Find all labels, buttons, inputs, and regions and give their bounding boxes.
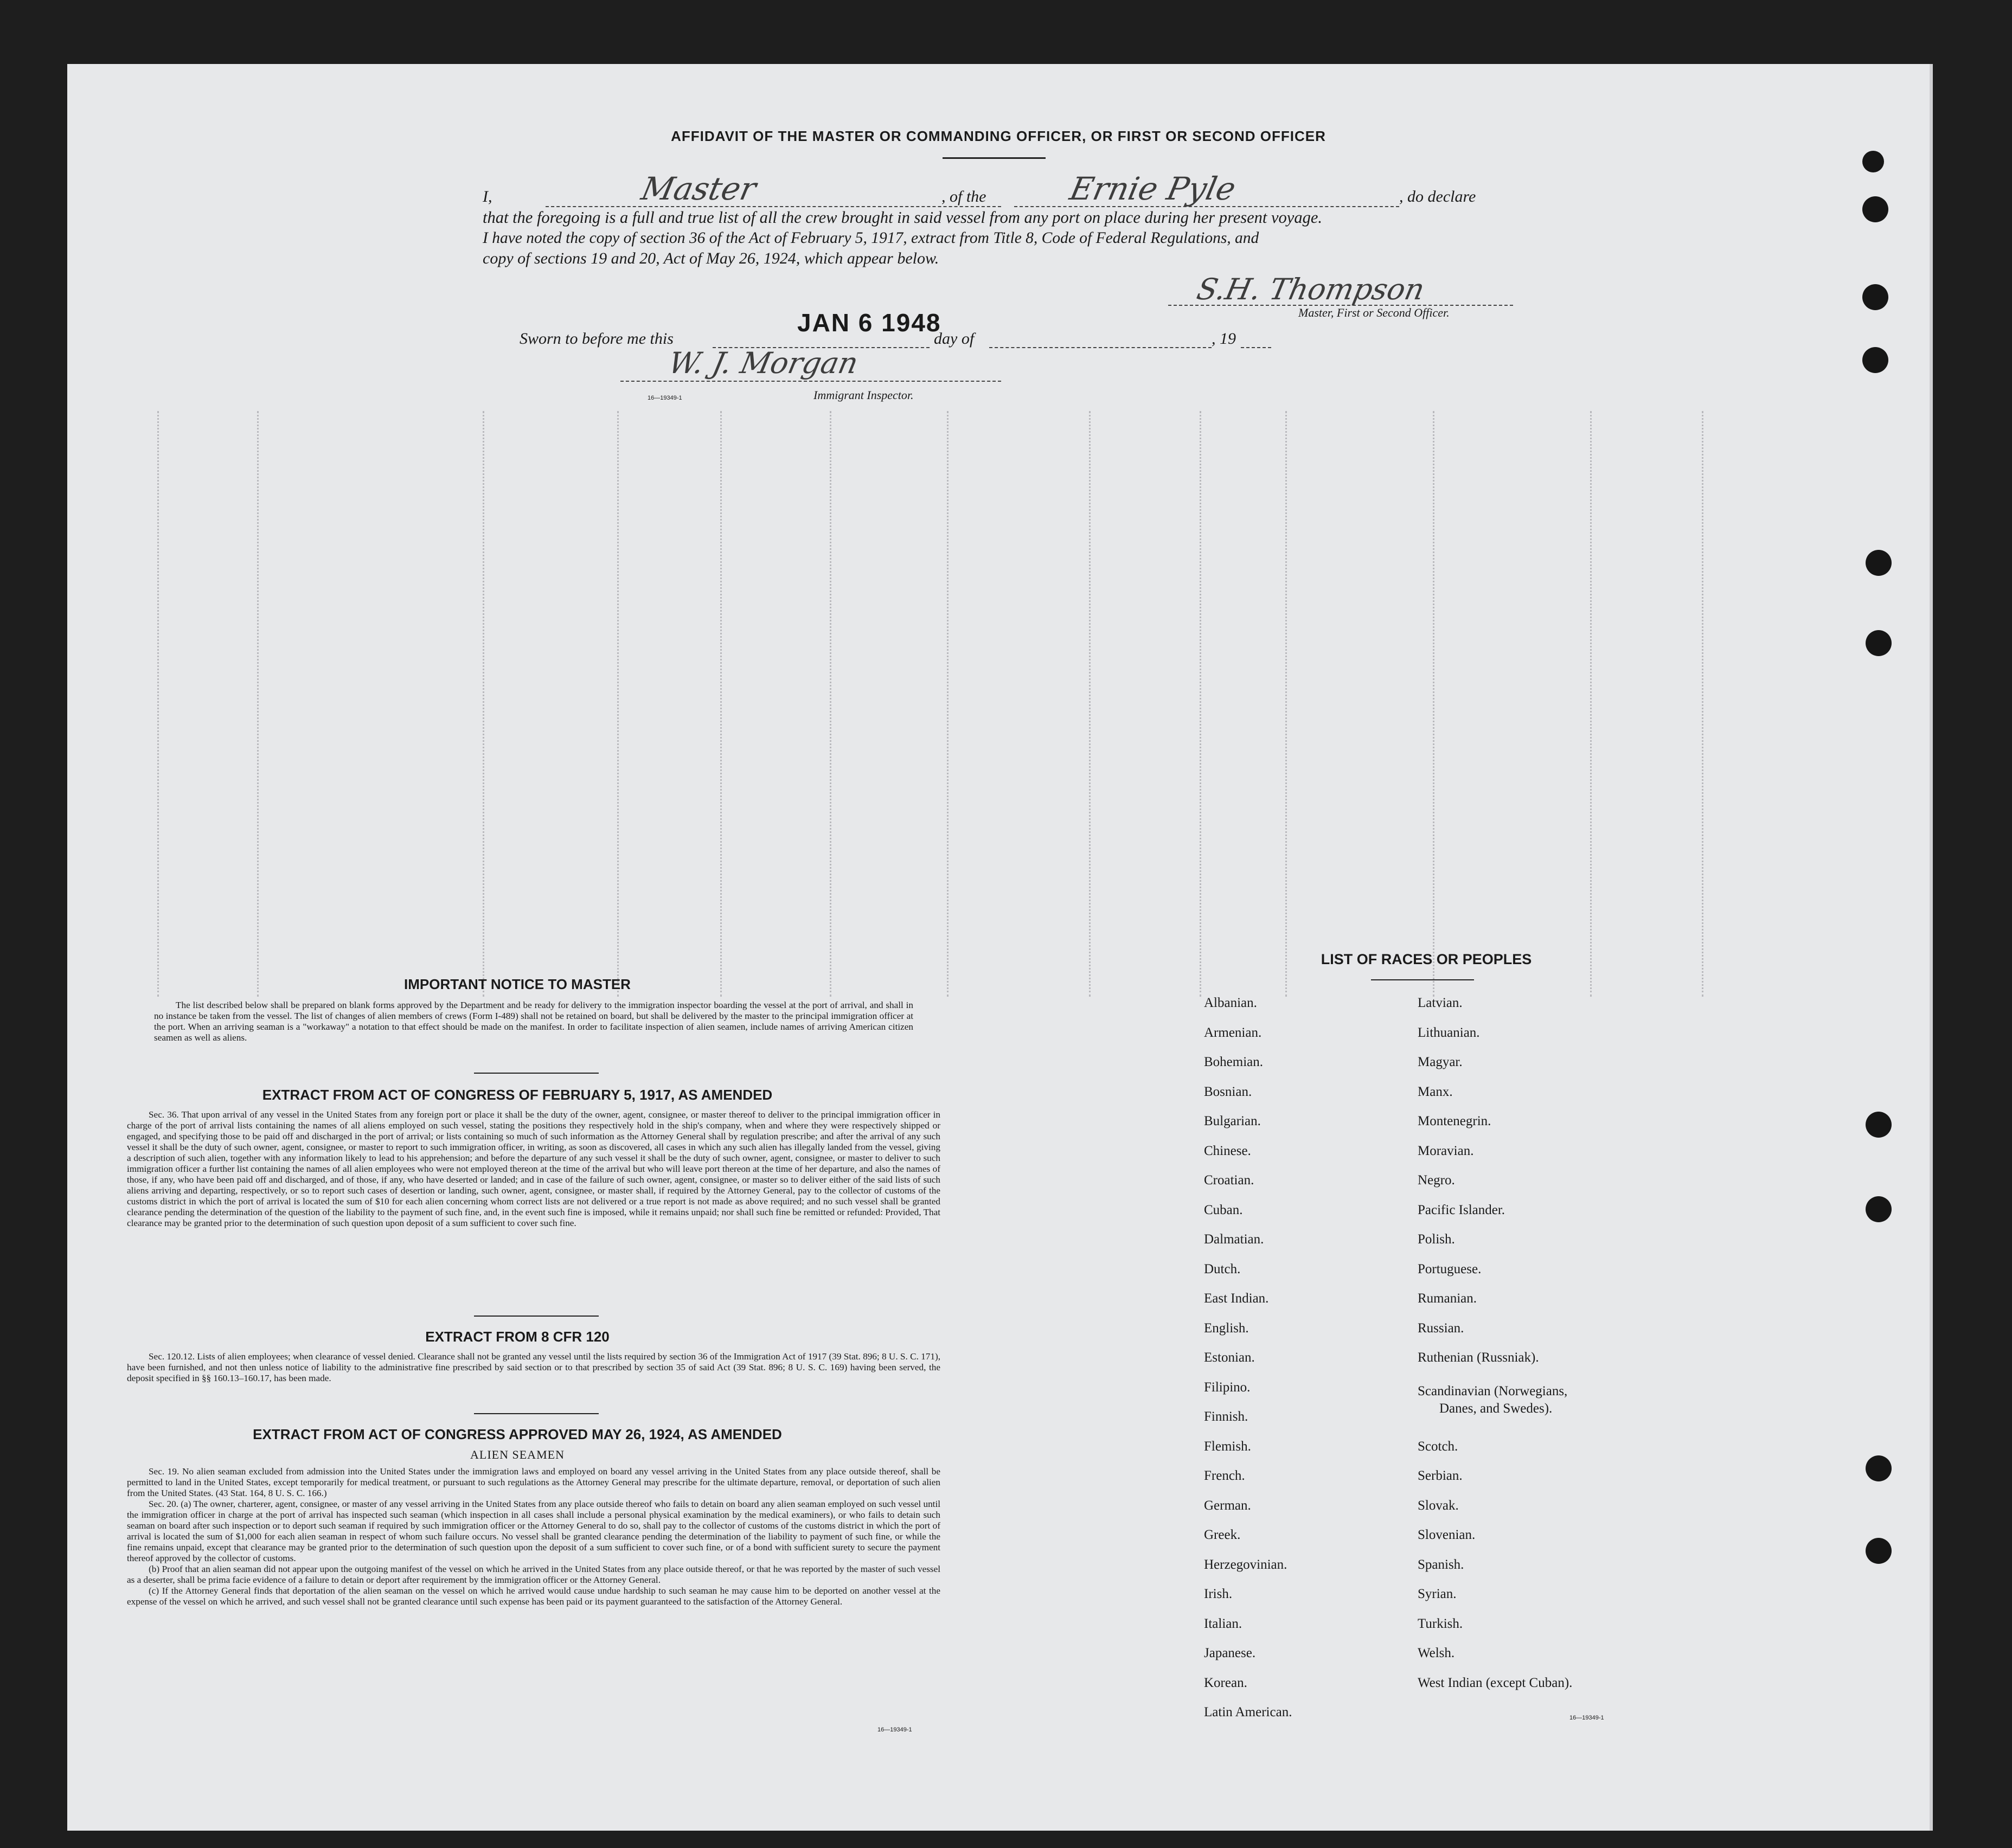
column-guide	[1285, 411, 1287, 997]
race-item: Manx.	[1418, 1085, 1453, 1099]
month-fill-line	[989, 347, 1212, 348]
race-item: Dalmatian.	[1204, 1232, 1264, 1247]
race-item: East Indian.	[1204, 1291, 1269, 1306]
race-item: Flemish.	[1204, 1439, 1251, 1454]
column-guide	[1702, 411, 1703, 997]
title-rule	[943, 157, 1046, 159]
race-item: Albanian.	[1204, 996, 1257, 1010]
race-item: Irish.	[1204, 1587, 1233, 1601]
race-item: Russian.	[1418, 1321, 1464, 1336]
i-label: I,	[483, 188, 492, 206]
race-item: Croatian.	[1204, 1173, 1254, 1188]
extract-1917-body	[127, 1109, 940, 1229]
races-title-rule	[1371, 979, 1474, 980]
column-guide	[157, 411, 159, 997]
race-item: Magyar.	[1418, 1055, 1463, 1069]
inspector-signature-line	[620, 381, 1001, 382]
extract-1924-title: EXTRACT FROM ACT OF CONGRESS APPROVED MAY 26, 1924, AS AMENDED	[253, 1426, 782, 1442]
race-item: Montenegrin.	[1418, 1114, 1491, 1128]
race-item: West Indian (except Cuban).	[1418, 1676, 1573, 1690]
day-of-label: day of	[934, 330, 975, 348]
race-item: Armenian.	[1204, 1025, 1262, 1040]
inspector-label: Immigrant Inspector.	[813, 388, 914, 402]
race-item: Rumanian.	[1418, 1291, 1477, 1306]
race-item: Syrian.	[1418, 1587, 1457, 1601]
race-item: Negro.	[1418, 1173, 1455, 1188]
race-item: Chinese.	[1204, 1144, 1251, 1158]
extract-1917-text: Sec. 36. That upon arrival of any vessel in the United States from any foreign port or place it shall be the duty of the owner, agent, consignee, or master thereof to deliver to the principal immigration officer in charge of the port of arrival lists containing the names of all aliens employed on such vessel, stating the positions they respectively hold in the ship's company, when and where they were respectively shipped or engaged, and specifying those to be paid off and discharged in the port of arrival; or lists containing so much of such information as the Attorney General shall by regulation prescribe; and after the arrival of any such vessel it shall be the duty of such owner, agent, consignee, or master to report to such immigration officer, in writing, as soon as discovered, all cases in which any such alien has illegally landed from the vessel, giving a description of such alien, together with any information likely to lead to his apprehension; and before the departure of any such vessel it shall be the duty of such owner, agent, consignee, or master to deliver to such immigration officer a further list containing the names of all alien employees who were not employed thereon at the time of the arrival but who will leave port thereon at the time of her departure, and also the names of those, if any, who have been paid off and discharged, and of those, if any, who have deserted or landed; and in case of the failure of such owner, agent, consignee, or master so to deliver either of the said lists of such aliens arriving and departing, respectively, or so to report such cases of desertion or landing, such owner, agent, consignee, or master shall, if required by the Attorney General, pay to the collector of customs of the customs district in which the port of arrival is located the sum of $10 for each alien concerning whom correct lists are not delivered or a true report is not made as above required; and no such vessel shall be granted clearance pending the determination of the question of the liability to the payment of such fine, and, in the event such fine is imposed, while it remains unpaid; nor shall such fine be remitted or refunded: Provided, That clearance may be granted prior to the determination of such question upon deposit of a sum sufficient to cover such fine.	[127, 1109, 940, 1228]
handwritten-vessel: Ernie Pyle	[1066, 170, 1239, 207]
column-guide	[830, 411, 831, 997]
extract-cfr-body	[127, 1351, 940, 1384]
race-item: Pacific Islander.	[1418, 1203, 1505, 1217]
notice-title: IMPORTANT NOTICE TO MASTER	[404, 976, 631, 992]
column-guide	[1590, 411, 1592, 997]
section-rule	[474, 1413, 599, 1414]
extract-1924-body	[127, 1466, 940, 1607]
sec-20a-text: Sec. 20. (a) The owner, charterer, agent, consignee, or master of any vessel arriving in the United States from any place outside thereof who fails to detain on board any alien seaman employed on such vessel until the immigration officer in charge at the port of arrival has inspected such seaman (which inspection in all cases shall include a personal physical examination by the medical examiners), or who fails to detain such seaman on board after such inspection or to deport such seaman if required by such immigration officer or the Attorney General to do so, shall pay to the collector of customs of the customs district in which the port of arrival is located the sum of $1,000 for each alien seaman in respect of whom such failure occurs. No vessel shall be granted clearance pending the determination of the liability to payment of such fine, or while the fine remains unpaid, except that clearance may be granted prior to the determination of such question upon the deposit of a sum sufficient to cover such fine, or of a bond with sufficient surety to secure the payment thereof approved by the collector of customs.	[127, 1499, 940, 1563]
section-rule	[474, 1073, 599, 1074]
document-page	[67, 64, 1933, 1831]
punch-hole	[1866, 1196, 1892, 1222]
race-item: French.	[1204, 1468, 1245, 1483]
race-item: Turkish.	[1418, 1616, 1463, 1631]
punch-hole	[1866, 630, 1892, 656]
column-guide	[720, 411, 722, 997]
race-item: Slovenian.	[1418, 1528, 1476, 1542]
race-item: Moravian.	[1418, 1144, 1474, 1158]
race-item: Bohemian.	[1204, 1055, 1264, 1069]
race-item: Japanese.	[1204, 1646, 1256, 1660]
race-item: Korean.	[1204, 1676, 1247, 1690]
punch-hole	[1866, 1538, 1892, 1564]
of-the-label: , of the	[941, 188, 986, 206]
race-item: Slovak.	[1418, 1498, 1459, 1513]
race-item: Bosnian.	[1204, 1085, 1252, 1099]
punch-hole	[1862, 347, 1888, 373]
race-item: Serbian.	[1418, 1468, 1463, 1483]
race-item: Scotch.	[1418, 1439, 1458, 1454]
races-title: LIST OF RACES OR PEOPLES	[1321, 951, 1532, 967]
race-item: Danes, and Swedes).	[1439, 1401, 1553, 1416]
race-item: Greek.	[1204, 1528, 1241, 1542]
notice-text: The list described below shall be prepared on blank forms approved by the Department and be ready for delivery to the immigration inspector boarding the vessel at the port of arrival, and shall in no instance be taken from the vessel. The list of changes of alien members of crews (Form I-489) shall not be retained on board, but shall be delivered by the master to the principal immigration officer at the port. When an arriving seaman is a "workaway" a notation to that effect should be made on the manifest. In order to facilitate inspection of alien seamen, include names of arriving American citizen seamen as well as aliens.	[154, 1000, 913, 1043]
race-item: Bulgarian.	[1204, 1114, 1261, 1128]
form-number: 16—19349-1	[1569, 1715, 1604, 1721]
race-item: German.	[1204, 1498, 1251, 1513]
handwritten-title: Master	[638, 170, 760, 207]
race-item: Cuban.	[1204, 1203, 1243, 1217]
column-guide	[947, 411, 949, 997]
column-guide	[257, 411, 259, 997]
race-item: Scandinavian (Norwegians,	[1418, 1384, 1568, 1398]
extract-cfr-title: EXTRACT FROM 8 CFR 120	[425, 1329, 610, 1345]
column-guide	[1433, 411, 1434, 997]
race-item: English.	[1204, 1321, 1249, 1336]
affidavit-line-4: copy of sections 19 and 20, Act of May 26, 1924, which appear below.	[483, 249, 939, 267]
extract-1917-title: EXTRACT FROM ACT OF CONGRESS OF FEBRUARY 5, 1917, AS AMENDED	[262, 1087, 773, 1103]
race-item: Spanish.	[1418, 1557, 1464, 1572]
race-item: Dutch.	[1204, 1262, 1241, 1276]
race-item: Portuguese.	[1418, 1262, 1482, 1276]
affidavit-line-2: that the foregoing is a full and true list of all the crew brought in said vessel from any port on place during her present voyage.	[483, 208, 1322, 227]
extract-cfr-text: Sec. 120.12. Lists of alien employees; when clearance of vessel denied. Clearance shall not be granted any vessel until the lists required by section 36 of the Immigration Act of 1917 (39 Stat. 896; 8 U. S. C. 171), have been furnished, and not then unless notice of liability to the administrative fine prescribed by said section or to that prescribed by section 35 of said Act (39 Stat. 896; 8 U. S. C. 169) having been served, the deposit specified in §§ 160.13–160.17, has been made.	[127, 1351, 940, 1383]
do-declare-label: , do declare	[1399, 188, 1476, 206]
punch-hole	[1866, 550, 1892, 576]
punch-hole	[1862, 284, 1888, 310]
notice-body	[154, 1000, 913, 1043]
form-number: 16—19349-1	[648, 395, 682, 401]
race-item: Welsh.	[1418, 1646, 1455, 1660]
punch-hole	[1866, 1455, 1892, 1481]
race-item: Polish.	[1418, 1232, 1455, 1247]
sec-20b-text: (b) Proof that an alien seaman did not appear upon the outgoing manifest of the vessel on which he arrived in the United States from any place outside thereof, or that he was reported by the master of such vessel as a deserter, shall be prima facie evidence of a failure to detain or deport after requirement by the immigration officer or the Attorney General.	[127, 1564, 940, 1585]
column-guide	[1200, 411, 1201, 997]
master-signature: S.H. Thompson	[1194, 272, 1428, 306]
race-item: Filipino.	[1204, 1380, 1251, 1395]
race-item: Italian.	[1204, 1616, 1242, 1631]
race-item: Latin American.	[1204, 1705, 1292, 1719]
race-item: Latvian.	[1418, 996, 1463, 1010]
sworn-label: Sworn to before me this	[520, 330, 674, 348]
race-item: Ruthenian (Russniak).	[1418, 1350, 1539, 1365]
year-label: , 19	[1212, 330, 1236, 348]
affidavit-title: AFFIDAVIT OF THE MASTER OR COMMANDING OFFICER, OR FIRST OR SECOND OFFICER	[671, 128, 1326, 144]
date-stamp: JAN 6 1948	[797, 309, 941, 337]
punch-hole	[1862, 151, 1884, 172]
affidavit-line-3: I have noted the copy of section 36 of the Act of February 5, 1917, extract from Title 8, Code of Federal Regulations, and	[483, 229, 1259, 247]
section-rule	[474, 1316, 599, 1317]
race-item: Finnish.	[1204, 1409, 1248, 1424]
race-item: Estonian.	[1204, 1350, 1255, 1365]
form-number: 16—19349-1	[877, 1727, 912, 1733]
column-guide	[483, 411, 484, 997]
race-item: Lithuanian.	[1418, 1025, 1480, 1040]
column-guide	[617, 411, 619, 997]
punch-hole	[1866, 1112, 1892, 1138]
sec-19-text: Sec. 19. No alien seaman excluded from admission into the United States under the immigration laws and employed on board any vessel arriving in the United States from any place outside thereof, shall be permitted to land in the United States, except temporarily for medical treatment, or pursuant to such regulations as the Attorney General may prescribe for the ultimate departure, removal, or deportation of such alien from the United States. (43 Stat. 164, 8 U. S. C. 166.)	[127, 1466, 940, 1498]
inspector-signature: W. J. Morgan	[665, 346, 862, 380]
race-item: Herzegovinian.	[1204, 1557, 1287, 1572]
punch-hole	[1862, 196, 1888, 222]
extract-1924-subtitle: ALIEN SEAMEN	[470, 1448, 565, 1461]
year-fill-line	[1241, 347, 1271, 348]
column-guide	[1089, 411, 1091, 997]
sec-20c-text: (c) If the Attorney General finds that deportation of the alien seaman on the vessel on which he arrived would cause undue hardship to such seaman he may cause him to be deported on another vessel at the expense of the vessel on which he arrived, and such vessel shall not be granted clearance until such expense has been paid or its payment guaranteed to the satisfaction of the Attorney General.	[127, 1586, 940, 1607]
master-label: Master, First or Second Officer.	[1298, 306, 1450, 319]
